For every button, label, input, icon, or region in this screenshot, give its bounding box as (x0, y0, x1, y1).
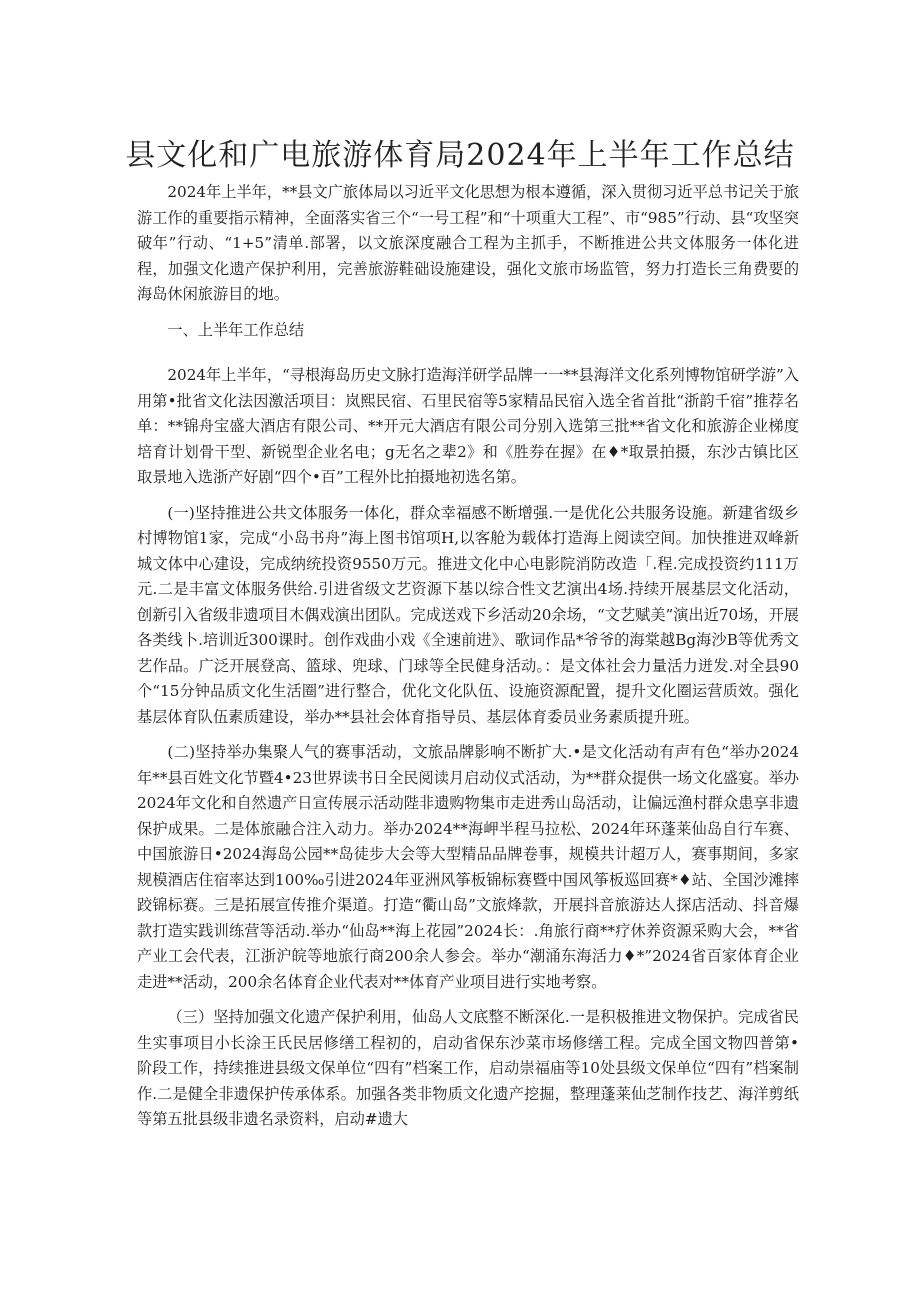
summary-paragraph: 2024年上半年，“寻根海岛历史文脉打造海洋研学品牌一一**县海洋文化系列博物馆研学游”入用第•批省文化法因激活项目：岚熙民宿、石里民宿等5家精品民宿入选全省首批“浙韵千宿”推荐名单：**锦舟宝盛大酒店有限公司、**开元大酒店有限公司分别入选第三批**省文化和旅游企业梯度培育计划骨干型、新锐型企业名电；g无名之辈2》和《胜券在握》在♦*取景拍摄，东沙古镇比区取景地入选浙产好剧“四个•百”工程外比拍摄地初选名第。 (137, 366, 799, 486)
heritage-paragraph: （三）坚持加强文化遗产保护利用，仙岛人文底整不断深化.一是积极推进文物保护。完成省民生实事项目小长涂王氏民居修缮工程初的，启动省保东沙菜市场修缮工程。完成全国文物四普第•阶段工作，持续推进县级文保单位“四有”档案工作，启动崇福庙等10处县级文保单位“四有”档案制作.二是健全非遗保护传承体系。加强各类非物质文化遗产挖掘，整理蓬莱仙芝制作技艺、海洋剪纸等第五批县级非遗名录资料，启动#遗大 (137, 1008, 799, 1128)
document-body (137, 180, 799, 1143)
document-title: 县文化和广电旅游体育局2024年上半年工作总结 (125, 138, 795, 173)
section-heading: 一、上半年工作总结 (167, 320, 305, 339)
public-service-paragraph: (一)坚持推进公共文体服务一体化，群众幸福感不断增强.一是优化公共服务设施。新建省级乡村博物馆1家，完成“小岛书舟”海上图书馆项H,以客舱为载体打造海上阅读空间。加快推进双峰新城文体中心建设，完成纳统投资9550万元。推进文化中心电影院消防改造「.程.完成投资约111万元.二是丰富文体服务供给.引进省级文艺资源下基以综合性文艺演出4场.持续开展基层文化活动，创新引入省级非遗项目木偶戏演出团队。完成送戏下乡活动20余场，“文艺赋美”演出近70场，开展各类线卜.培训近300课时。创作戏曲小戏《全速前进》、歌词作品*爷爷的海棠越Bg海沙B等优秀文艺作品。广泛开展登高、篮球、兜球、门球等全民健身活动。：是文体社会力量活力迸发.对全县90个“15分钟品质文化生活圈”进行整合，优化文化队伍、设施资源配置，提升文化圈运营质效。强化基层体育队伍素质建设，举办**县社会体育指导员、基层体育委员业务素质提升班。 (137, 503, 799, 726)
events-paragraph: (二)坚持举办集聚人气的赛事活动，文旅品牌影响不断扩大.•是文化活动有声有色“举办2024年**县百姓文化节暨4•23世界读书日全民阅读月启动仪式活动，为**群众提供一场文化盛宴。举办2024年文化和自然遗产日宣传展示活动陛非遗购物集市走进秀山岛活动，让偏远渔村群众患享非遗保护成果。二是体旅融合注入动力。举办2024**海岬半程马拉松、2024年环蓬莱仙岛自行车赛、中国旅游日•2024海岛公园**岛徒步大会等大型精品品牌卷事，规模共计超万人，赛事期间，多家规模酒店住宿率达到100‰引进2024年亚洲风筝板锦标赛暨中国风筝板巡回赛*♦站、全国沙滩摔跤锦标赛。三是拓展宣传推介渠道。打造“衢山岛”文旅烽款，开展抖音旅游达人探店活动、抖音爆款打造实践训练营等活动.举办“仙岛**海上花园”2024长：.角旅行商**疗休养资源采购大会，**省产业工会代表，江浙沪皖等地旅行商200余人参会。举办“潮涌东海活力♦*”2024省百家体育企业走进**活动，200余名体育企业代表对**体育产业项目进行实地考察。 (137, 743, 799, 991)
intro-paragraph: 2024年上半年，**县文广旅体局以习近平文化思想为根本遵循，深入贯彻习近平总书记关于旅游工作的重要指示精神，全面落实省三个“一号工程”和“十项重大工程”、市“985”行动、县“攻坚突破年”行动、“1+5”清单.部署，以文旅深度融合工程为主抓手，不断推进公共文体服务一体化进程，加强文化遗产保护利用，完善旅游鞋础设施建设，强化文旅市场监管，努力打造长三角费要的海岛休闲旅游目的地。 (137, 183, 799, 303)
